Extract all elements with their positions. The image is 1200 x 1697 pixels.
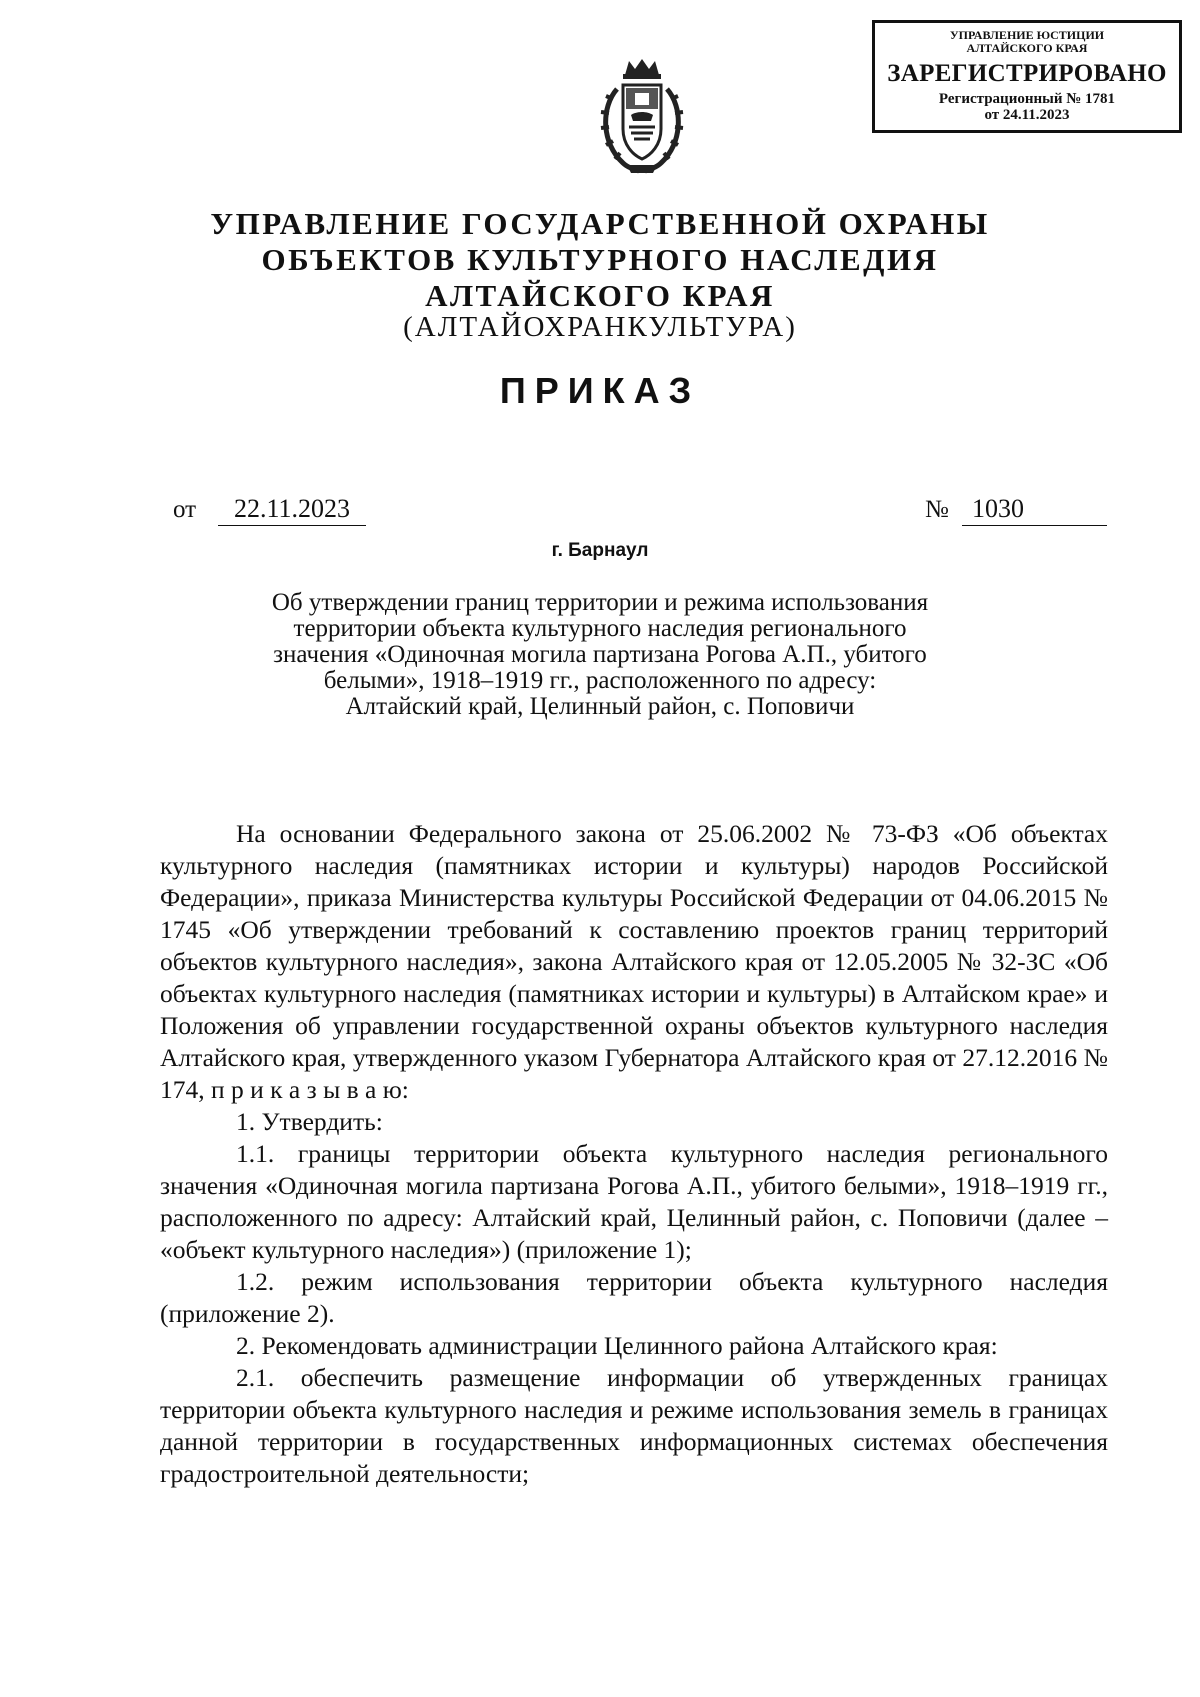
document-subject bbox=[160, 590, 1040, 720]
stamp-reg-number: Регистрационный № 1781 bbox=[938, 91, 1116, 107]
item-2-1: 2.1. обеспечить размещение информации об утвержденных границах территории объекта культурного наследия и режиме использования земель в границах данной территории в государственных информационных системах обеспечения градостроительной деятельности; bbox=[160, 1363, 1108, 1488]
org-abbreviation: (АЛТАЙОХРАНКУЛЬТУРА) bbox=[403, 311, 797, 343]
subject-line5: Алтайский край, Целинный район, с. Поповичи bbox=[345, 693, 855, 720]
org-name-line3: АЛТАЙСКОГО КРАЯ bbox=[425, 278, 775, 313]
org-name-line2: ОБЪЕКТОВ КУЛЬТУРНОГО НАСЛЕДИЯ bbox=[261, 242, 939, 277]
subject-line3: значения «Одиночная могила партизана Рогова А.П., убитого bbox=[273, 641, 927, 668]
preamble-paragraph bbox=[160, 818, 1108, 1106]
stamp-reg-date: от 24.11.2023 bbox=[984, 107, 1070, 123]
item-1-1: 1.1. границы территории объекта культурного наследия регионального значения «Одиночная могила партизана Рогова А.П., убитого белыми», 1918–1919 гг., расположенного по адресу: Алтайский край, Целинный район, с. Поповичи (далее – «объект культурного наследия») (приложение 1); bbox=[160, 1139, 1108, 1264]
document-body bbox=[160, 818, 1108, 1490]
item-1: 1. Утвердить: bbox=[236, 1107, 383, 1136]
preamble-text: На основании Федерального закона от 25.06.2002 № 73-ФЗ «Об объектах культурного наследия (памятниках истории и культуры) народов Российской Федерации», приказа Министерства культуры Российской Федерации от 04.06.2015 № 1745 «Об утверждении требований к составлению проектов границ территорий объектов культурного наследия», закона Алтайского края от 12.05.2005 № 32-ЗС «Об объектах культурного наследия (памятниках истории и культуры) в Алтайском крае» и Положения об управлении государственной охраны объектов культурного наследия Алтайского края, утвержденного указом Губернатора Алтайского края от 27.12.2016 № 174, bbox=[160, 819, 1108, 1104]
order-word: п р и к а з ы в а ю: bbox=[211, 1075, 409, 1104]
stamp-line2: АЛТАЙСКОГО КРАЯ bbox=[966, 41, 1088, 55]
registration-stamp bbox=[872, 20, 1182, 133]
subject-line1: Об утверждении границ территории и режима использования bbox=[271, 589, 929, 616]
org-name-line1: УПРАВЛЕНИЕ ГОСУДАРСТВЕННОЙ ОХРАНЫ bbox=[210, 206, 990, 241]
document-type: ПРИКАЗ bbox=[499, 370, 701, 411]
subject-line2: территории объекта культурного наследия регионального bbox=[293, 615, 907, 642]
stamp-title: ЗАРЕГИСТРИРОВАНО bbox=[887, 60, 1167, 87]
document-number: 1030 bbox=[962, 494, 1107, 526]
city: г. Барнаул bbox=[551, 540, 649, 561]
subject-line4: белыми», 1918–1919 гг., расположенного по адресу: bbox=[323, 667, 877, 694]
document-date: 22.11.2023 bbox=[218, 494, 366, 526]
coat-of-arms-icon bbox=[595, 55, 689, 179]
date-label: от bbox=[173, 496, 197, 523]
stamp-line1: УПРАВЛЕНИЕ ЮСТИЦИИ bbox=[949, 28, 1105, 42]
number-label: № bbox=[925, 496, 949, 523]
item-2: 2. Рекомендовать администрации Целинного района Алтайского края: bbox=[236, 1331, 998, 1360]
item-1-2: 1.2. режим использования территории объекта культурного наследия (приложение 2). bbox=[160, 1267, 1108, 1328]
